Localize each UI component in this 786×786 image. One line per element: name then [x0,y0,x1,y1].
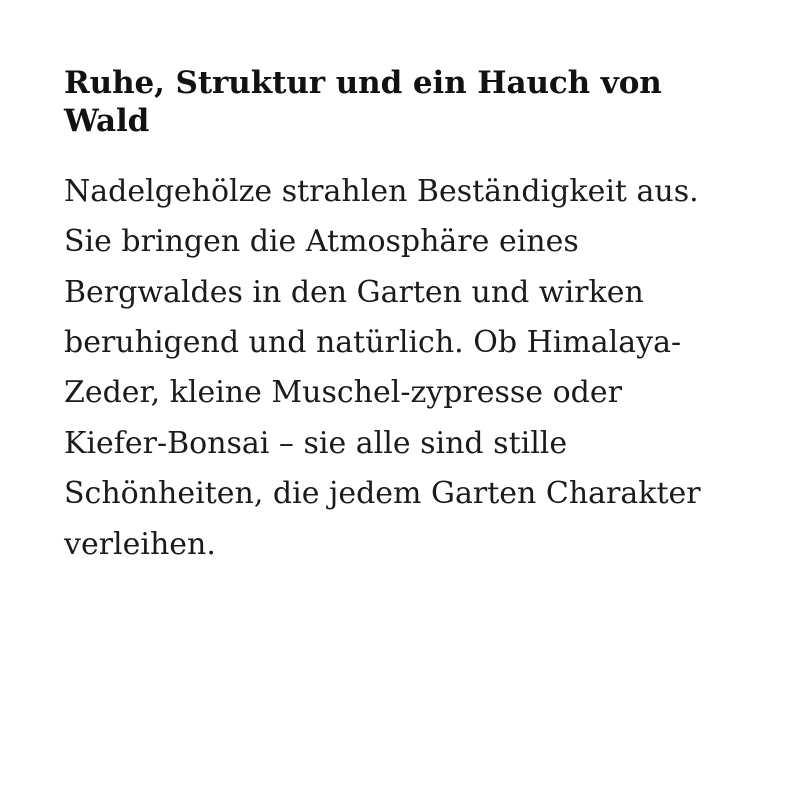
page-title: Ruhe, Struktur und ein Hauch von Wald [64,65,662,140]
article-container [64,64,722,570]
article-body-text: Nadelgehölze strahlen Beständigkeit aus. Sie bringen die Atmosphäre eines Bergwaldes in den Garten und wirken beruhigend und natürlich. Ob Himalaya-Zeder, kleine Muschel-zypresse oder Kiefer-Bonsai – sie alle sind stille Schönheiten, die jedem Garten Charakter verleihen. [64,173,701,562]
